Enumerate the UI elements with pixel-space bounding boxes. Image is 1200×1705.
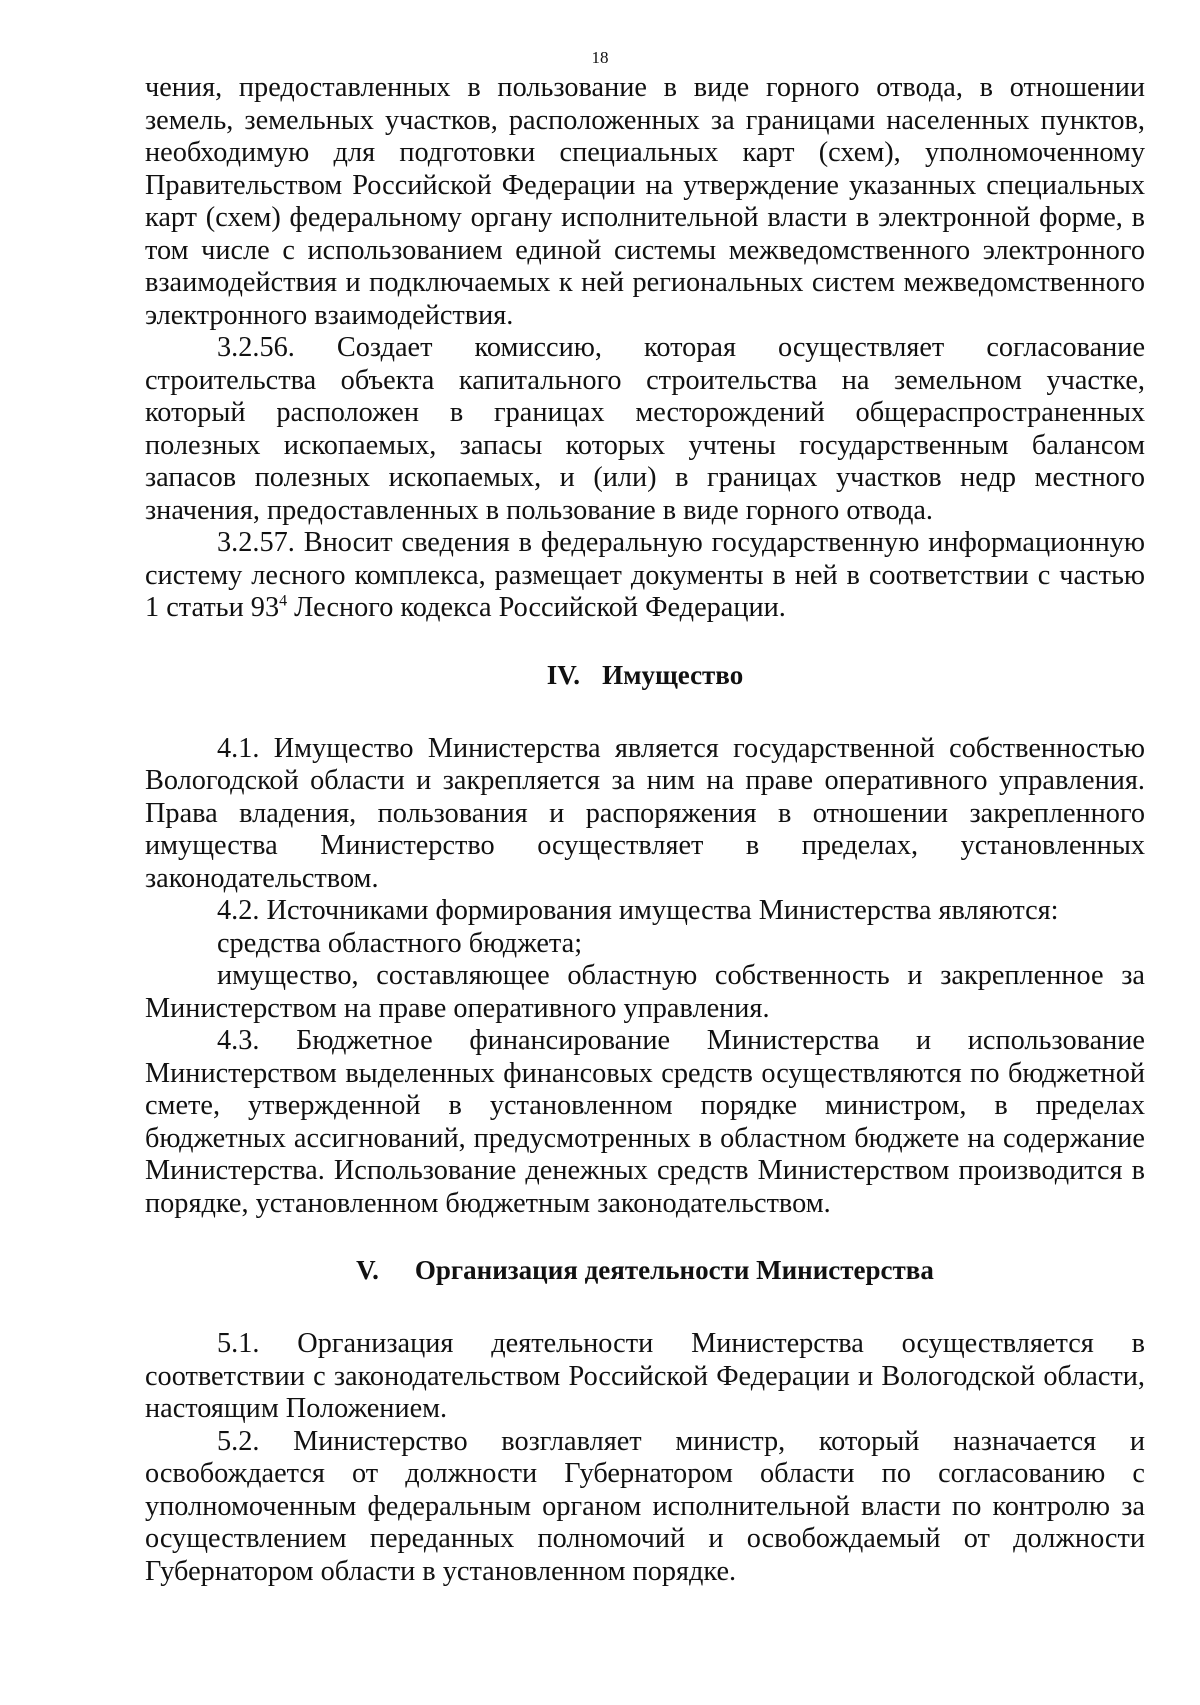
paragraph-3-2-56: 3.2.56. Создает комиссию, которая осуществляет согласование строительства объекта капитального строительства на земельном участке, который расположен в границах месторождений общераспространенных полезных ископаемых, запасы которых учтены государственным балансом запасов полезных ископаемых, и (или) в границах участков недр местного значения, предоставленных в пользование в виде горного отвода. (145, 332, 1145, 526)
document-body (145, 72, 1145, 1588)
paragraph-4-2: 4.2. Источниками формирования имущества Министерства являются: (217, 895, 1059, 926)
paragraph-3-2-57-text: 3.2.57. Вносит сведения в федеральную государственную информационную систему лесного комплекса, размещает документы в ней в соответствии с частью 1 статьи 93 (145, 527, 1145, 623)
section-heading-5 (145, 1254, 1145, 1286)
section-4-title: Имущество (602, 659, 744, 690)
superscript-index: 4 (279, 592, 288, 610)
paragraph-3-2-57 (145, 527, 1145, 625)
paragraph-4-1: 4.1. Имущество Министерства является государственной собственностью Вологодской области и закрепляется за ним на праве оперативного управления. Права владения, пользования и распоряжения в отношении закрепленного имущества Министерство осуществляет в пределах, установленных законодательством. (145, 732, 1145, 894)
section-heading-4 (145, 659, 1145, 691)
section-5-number: V. (356, 1255, 379, 1285)
paragraph-3-2-57-tail: Лесного кодекса Российской Федерации. (287, 592, 786, 623)
section-5-title: Организация деятельности Министерства (414, 1255, 934, 1285)
paragraph-4-3: 4.3. Бюджетное финансирование Министерства и использование Министерством выделенных финансовых средств осуществляются по бюджетной смете, утвержденной в установленном порядке министром, в пределах бюджетных ассигнований, предусмотренных в областном бюджете на содержание Министерства. Использование денежных средств Министерством производится в порядке, установленном бюджетным законодательством. (145, 1025, 1145, 1219)
paragraph-5-2: 5.2. Министерство возглавляет министр, который назначается и освобождается от должности Губернатором области по согласованию с уполномоченным федеральным органом исполнительной власти по контролю за осуществлением переданных полномочий и освобождаемый от должности Губернатором области в установленном порядке. (145, 1425, 1145, 1587)
paragraph-4-2-item-1: средства областного бюджета; (217, 927, 583, 959)
section-4-number: IV. (546, 659, 581, 690)
paragraph-5-1: 5.1. Организация деятельности Министерства осуществляется в соответствии с законодательством Российской Федерации и Вологодской области, настоящим Положением. (145, 1328, 1145, 1424)
page-number: 18 (591, 48, 609, 67)
paragraph-continuation: чения, предоставленных в пользование в виде горного отвода, в отношении земель, земельных участков, расположенных за границами населенных пунктов, необходимую для подготовки специальных карт (схем), уполномоченному Правительством Российской Федерации на утверждение указанных специальных карт (схем) федеральному органу исполнительной власти в электронной форме, в том числе с использованием единой системы межведомственного электронного взаимодействия и подключаемых к ней региональных систем межведомственного электронного взаимодействия. (145, 72, 1145, 331)
paragraph-4-2-item-2: имущество, составляющее областную собственность и закрепленное за Министерством на праве оперативного управления. (145, 960, 1145, 1024)
